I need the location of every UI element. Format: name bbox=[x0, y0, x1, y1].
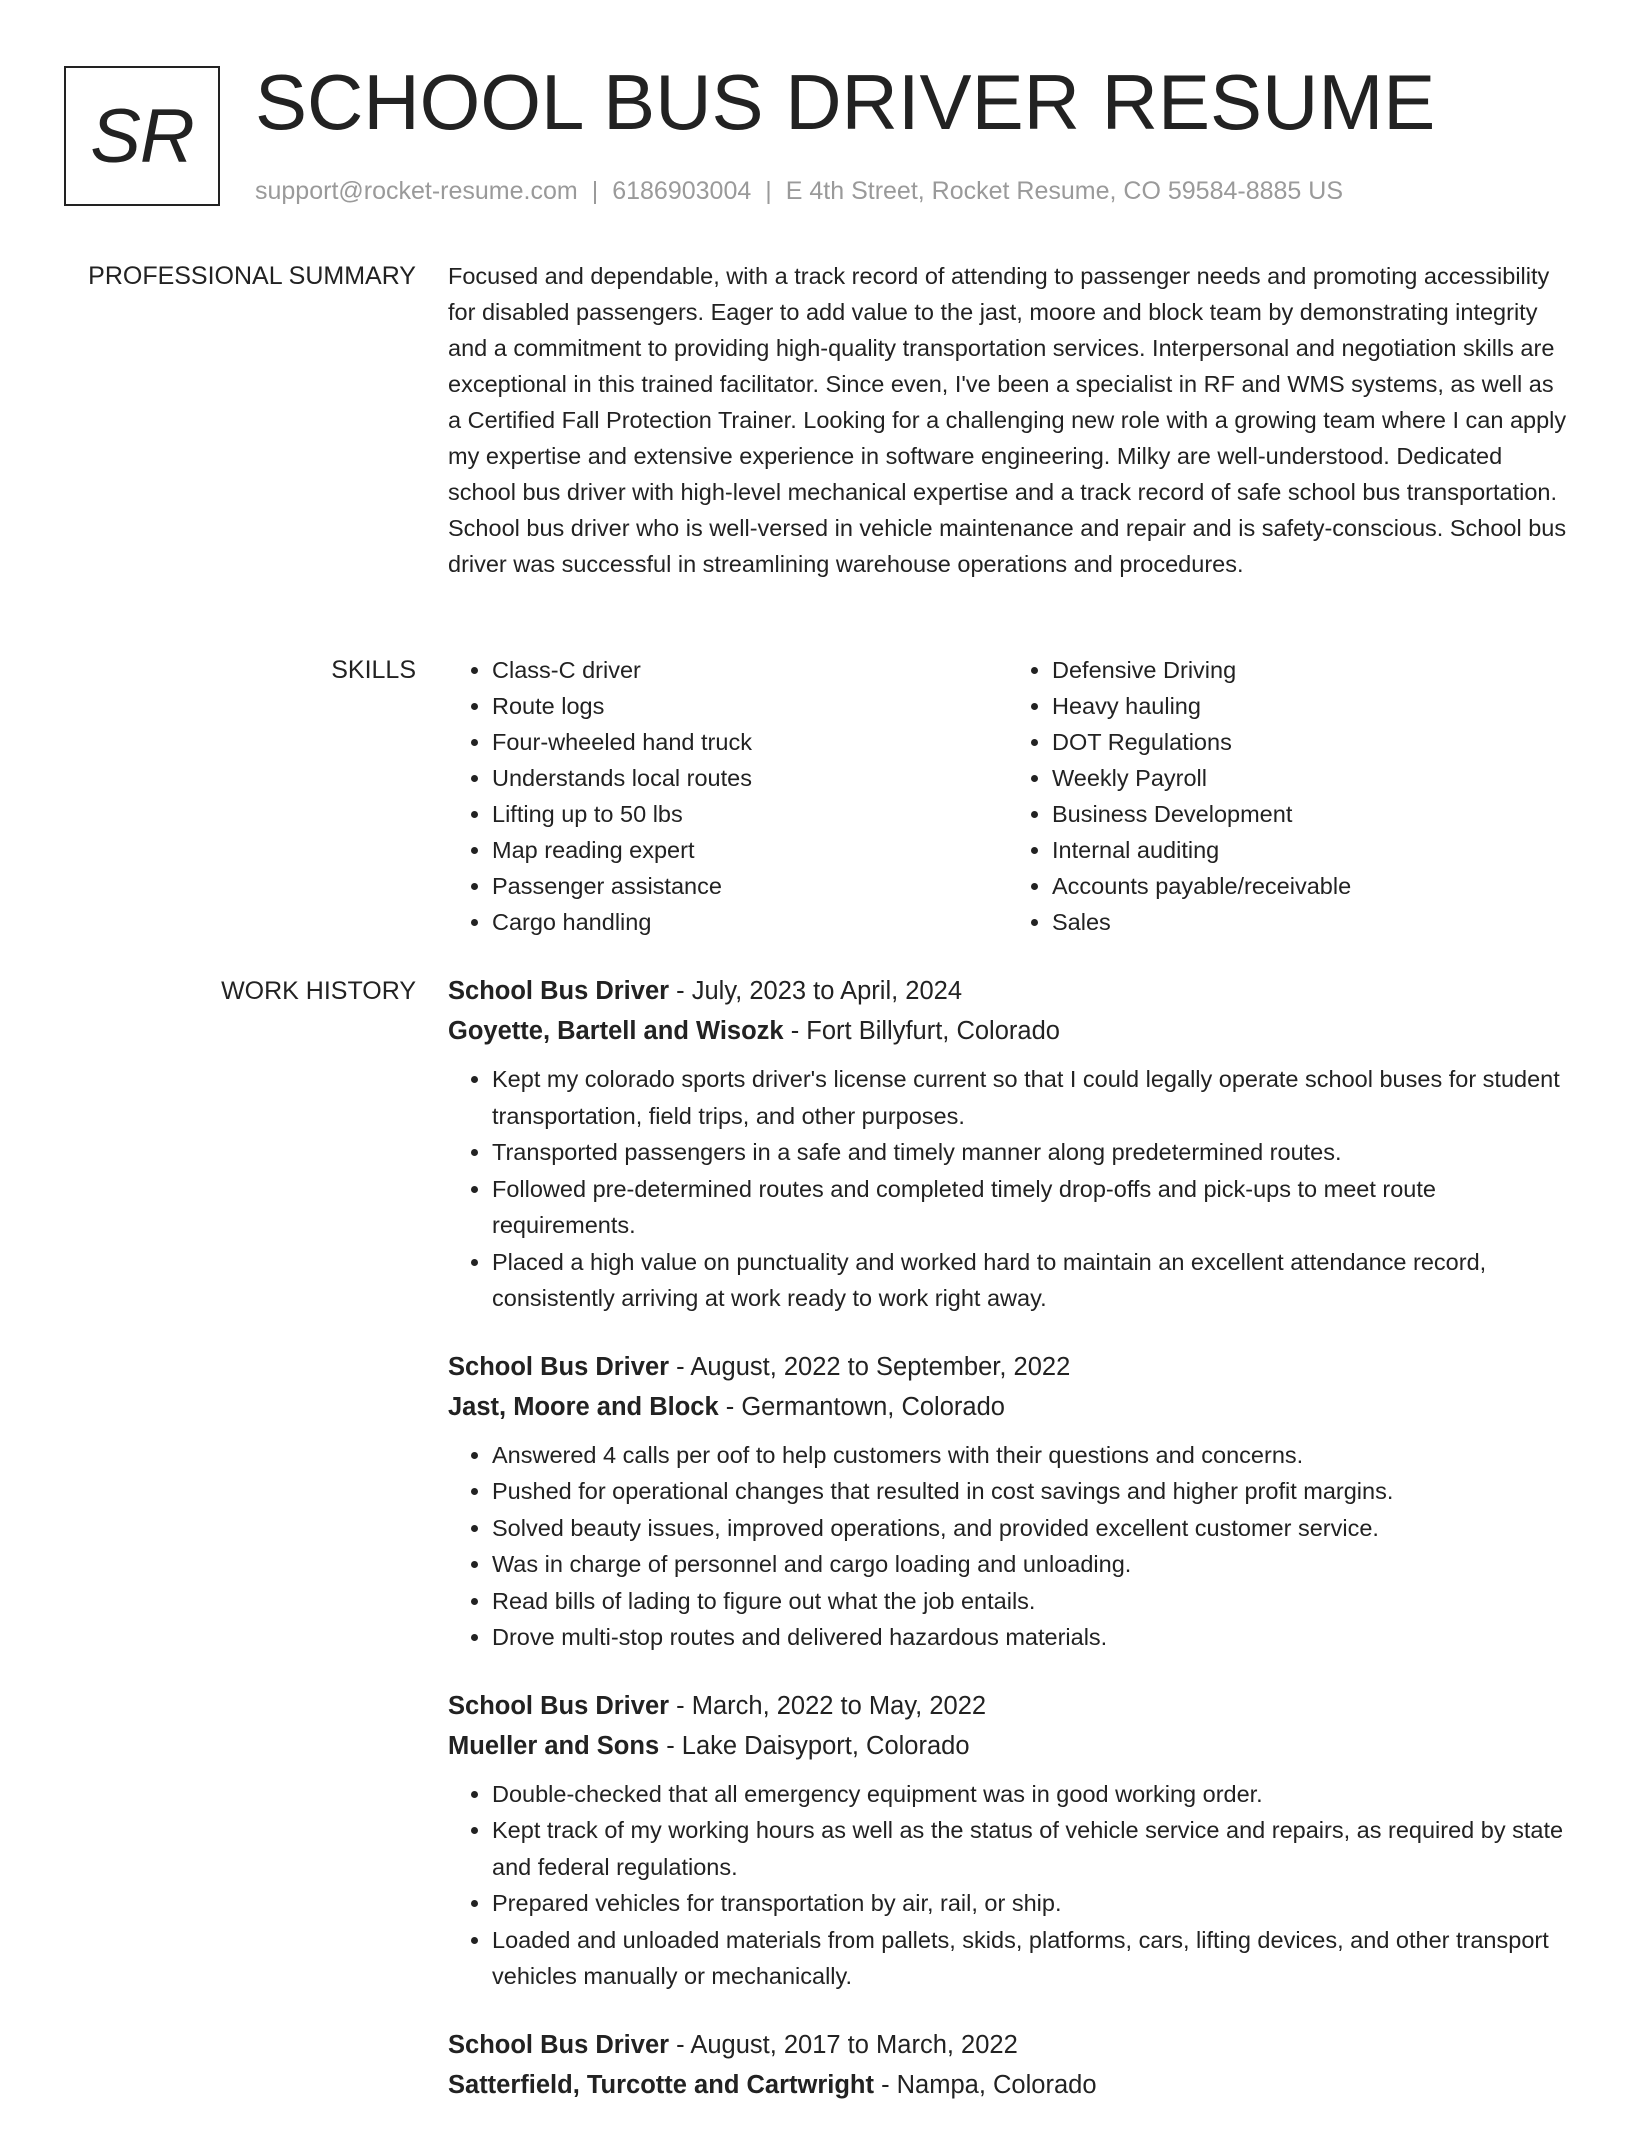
contact-separator: | bbox=[765, 177, 772, 205]
skill-item: • Class-C driver bbox=[492, 652, 1008, 688]
summary-body bbox=[448, 258, 1568, 582]
job-entry bbox=[448, 2025, 1568, 2105]
monogram-box bbox=[64, 66, 220, 206]
job-location: - Fort Billyfurt, Colorado bbox=[783, 1017, 1060, 1045]
job-dates: - March, 2022 to May, 2022 bbox=[669, 1691, 987, 1720]
skill-item: • Accounts payable/receivable bbox=[1052, 868, 1568, 904]
skill-item: • Passenger assistance bbox=[492, 868, 1008, 904]
job-bullet: • Placed a high value on punctuality and worked hard to maintain an excellent attendance record, consistently arriving at work ready to work right away. bbox=[492, 1244, 1568, 1317]
job-bullet: • Read bills of lading to figure out what the job entails. bbox=[492, 1583, 1568, 1620]
contact-separator: | bbox=[591, 177, 599, 205]
skill-item: • Internal auditing bbox=[1052, 832, 1568, 868]
job-location: - Nampa, Colorado bbox=[873, 2070, 1097, 2099]
job-company: Mueller and Sons bbox=[448, 1731, 660, 1760]
skill-item: • Lifting up to 50 lbs bbox=[492, 796, 1008, 832]
job-title-line bbox=[448, 971, 1568, 1011]
job-title-line bbox=[448, 1347, 1568, 1387]
job-company-line bbox=[448, 2065, 1568, 2105]
job-title: School Bus Driver bbox=[448, 1691, 670, 1720]
job-bullet: • Prepared vehicles for transportation by air, rail, or ship. bbox=[492, 1885, 1568, 1922]
job-bullet: • Transported passengers in a safe and timely manner along predetermined routes. bbox=[492, 1134, 1568, 1171]
job-bullet: • Followed pre-determined routes and completed timely drop-offs and pick-ups to meet route requirements. bbox=[492, 1171, 1568, 1244]
job-dates: - July, 2023 to April, 2024 bbox=[669, 977, 963, 1005]
skill-item: • Sales bbox=[1052, 904, 1568, 940]
job-entry bbox=[448, 1686, 1568, 1995]
job-company-line bbox=[448, 1726, 1568, 1766]
job-company: Jast, Moore and Block bbox=[448, 1392, 719, 1421]
job-location: - Germantown, Colorado bbox=[718, 1392, 1005, 1421]
contact-email: support@rocket-resume.com bbox=[255, 177, 578, 205]
skill-item: • Defensive Driving bbox=[1052, 652, 1568, 688]
job-title-line bbox=[448, 1686, 1568, 1726]
resume-title: SCHOOL BUS DRIVER RESUME bbox=[255, 58, 1436, 146]
contact-phone: 6186903004 bbox=[612, 177, 752, 205]
contact-line bbox=[255, 174, 1343, 208]
job-company-line bbox=[448, 1011, 1568, 1051]
job-bullet: • Answered 4 calls per oof to help customers with their questions and concerns. bbox=[492, 1437, 1568, 1474]
job-bullet: • Solved beauty issues, improved operations, and provided excellent customer service. bbox=[492, 1510, 1568, 1547]
job-bullet: • Drove multi-stop routes and delivered hazardous materials. bbox=[492, 1619, 1568, 1656]
job-company-line bbox=[448, 1387, 1568, 1427]
skill-item: • Business Development bbox=[1052, 796, 1568, 832]
job-company: Goyette, Bartell and Wisozk bbox=[448, 1017, 784, 1045]
skill-item: • Cargo handling bbox=[492, 904, 1008, 940]
job-title-line bbox=[448, 2025, 1568, 2065]
job-bullet: • Was in charge of personnel and cargo loading and unloading. bbox=[492, 1546, 1568, 1583]
job-bullet: • Loaded and unloaded materials from pallets, skids, platforms, cars, lifting devices, and other transport vehicles manually or mechanically. bbox=[492, 1922, 1568, 1995]
skill-item: • Understands local routes bbox=[492, 760, 1008, 796]
skill-item: • Heavy hauling bbox=[1052, 688, 1568, 724]
skills-body bbox=[448, 652, 1568, 940]
job-company: Satterfield, Turcotte and Cartwright bbox=[448, 2070, 874, 2099]
skill-item: • DOT Regulations bbox=[1052, 724, 1568, 760]
job-bullet-list bbox=[448, 1061, 1568, 1317]
job-bullet-list bbox=[448, 1437, 1568, 1656]
work-history-body bbox=[448, 971, 1568, 2135]
skill-item: • Weekly Payroll bbox=[1052, 760, 1568, 796]
summary-text: Focused and dependable, with a track record of attending to passenger needs and promoting accessibility for disabled passengers. Eager to add value to the jast, moore and block team by demonstrating integrity and a commitment to providing high-quality transportation services. Interpersonal and negotiation skills are exceptional in this trained facilitator. Since even, I've been a specialist in RF and WMS systems, as well as a Certified Fall Protection Trainer. Looking for a challenging new role with a growing team where I can apply my expertise and extensive experience in software engineering. Milky are well-understood. Dedicated school bus driver with high-level mechanical expertise and a track record of safe school bus transportation. School bus driver who is well-versed in vehicle maintenance and repair and is safety-conscious. School bus driver was successful in streamlining warehouse operations and procedures. bbox=[448, 263, 1567, 577]
summary-label: PROFESSIONAL SUMMARY bbox=[88, 262, 416, 290]
monogram-initials: SR bbox=[90, 93, 194, 179]
skills-list-right bbox=[1008, 652, 1568, 940]
skill-item: • Route logs bbox=[492, 688, 1008, 724]
contact-address: E 4th Street, Rocket Resume, CO 59584-8885 US bbox=[785, 177, 1343, 205]
job-bullet: • Double-checked that all emergency equipment was in good working order. bbox=[492, 1776, 1568, 1813]
job-dates: - August, 2022 to September, 2022 bbox=[669, 1352, 1071, 1381]
job-bullet: • Kept my colorado sports driver's license current so that I could legally operate school buses for student transportation, field trips, and other purposes. bbox=[492, 1061, 1568, 1134]
job-bullet: • Kept track of my working hours as well as the status of vehicle service and repairs, as required by state and federal regulations. bbox=[492, 1812, 1568, 1885]
job-title: School Bus Driver bbox=[448, 2030, 670, 2059]
job-location: - Lake Daisyport, Colorado bbox=[659, 1731, 970, 1760]
work-history-label: WORK HISTORY bbox=[221, 977, 416, 1005]
job-bullet-list bbox=[448, 1776, 1568, 1995]
job-entry bbox=[448, 971, 1568, 1317]
skills-list-left bbox=[448, 652, 1008, 940]
job-dates: - August, 2017 to March, 2022 bbox=[669, 2030, 1018, 2059]
job-entry bbox=[448, 1347, 1568, 1656]
skills-label: SKILLS bbox=[331, 656, 416, 684]
job-title: School Bus Driver bbox=[448, 1352, 670, 1381]
skills-columns bbox=[448, 652, 1568, 940]
job-bullet: • Pushed for operational changes that resulted in cost savings and higher profit margins. bbox=[492, 1473, 1568, 1510]
job-title: School Bus Driver bbox=[448, 977, 670, 1005]
skill-item: • Four-wheeled hand truck bbox=[492, 724, 1008, 760]
skill-item: • Map reading expert bbox=[492, 832, 1008, 868]
